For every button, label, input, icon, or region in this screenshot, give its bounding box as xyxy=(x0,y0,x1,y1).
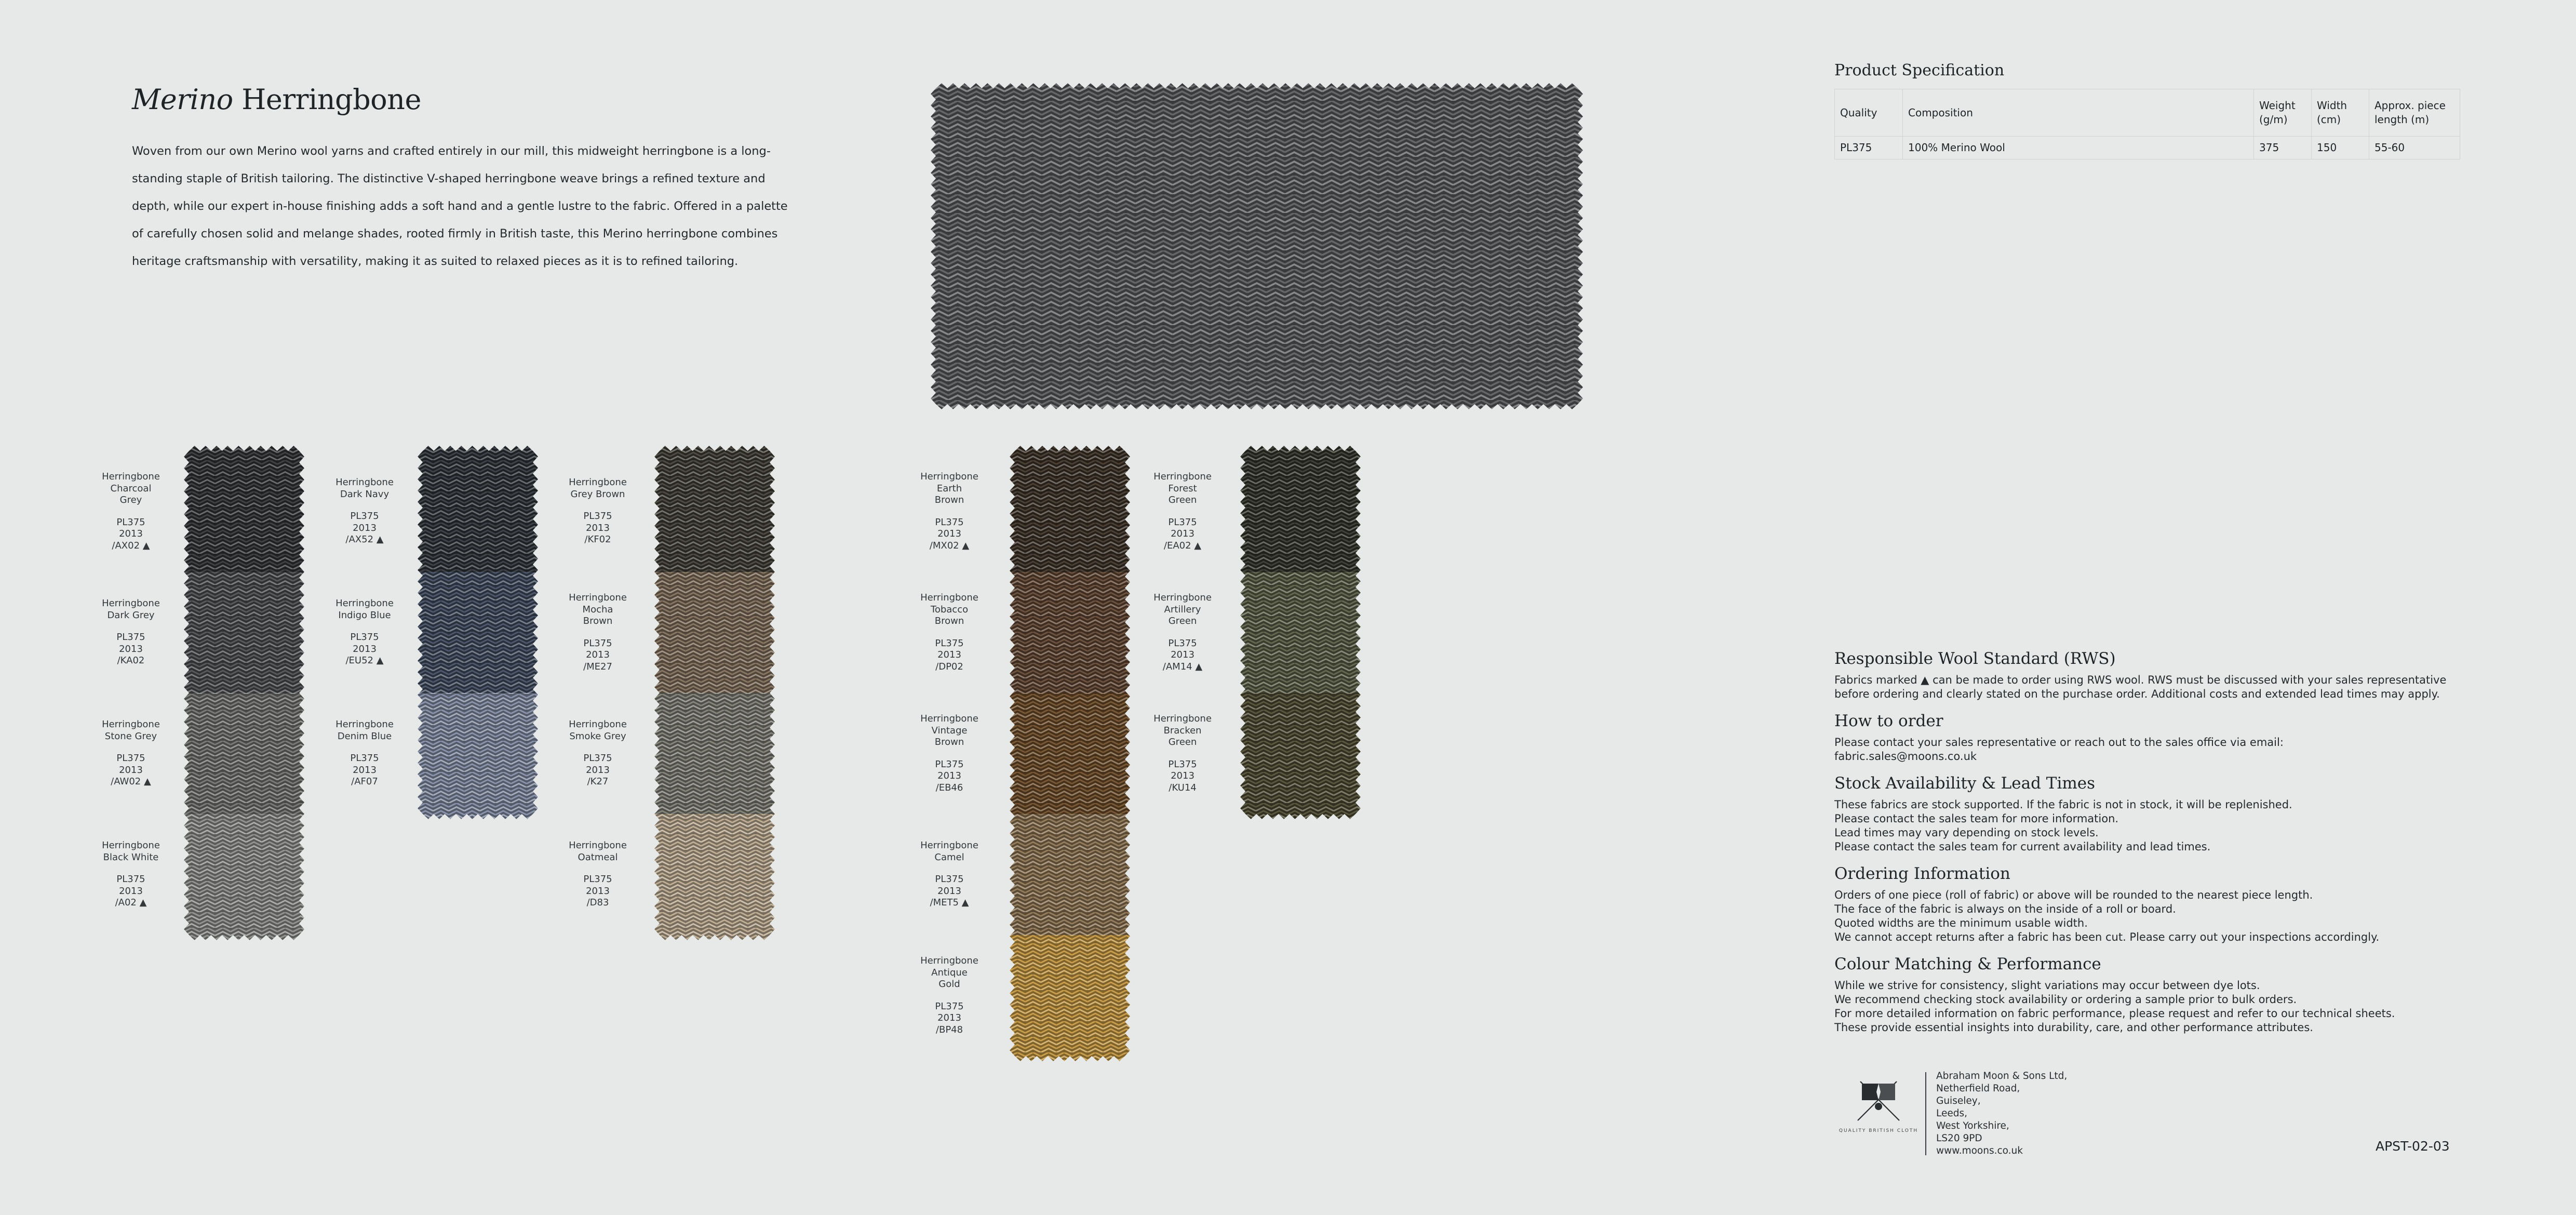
swatch-name3: Green xyxy=(1168,737,1197,747)
swatch-name1: Herringbone xyxy=(920,713,978,724)
swatch-year: 2013 xyxy=(937,649,961,660)
swatch-name2: Dark Grey xyxy=(107,609,155,621)
swatch-name1: Herringbone xyxy=(102,471,160,482)
swatch-label xyxy=(910,840,988,909)
swatch-year: 2013 xyxy=(1171,528,1195,539)
swatch-code: /AX02 ▲ xyxy=(112,540,150,551)
swatch-label xyxy=(910,592,988,673)
swatch-strip xyxy=(418,445,538,820)
order-line: Please contact your sales representative or reach out to the sales office via email: xyxy=(1834,736,2284,749)
stock-heading: Stock Availability & Lead Times xyxy=(1834,774,2096,793)
address-line: Abraham Moon & Sons Ltd, xyxy=(1936,1071,2068,1082)
swatch-label xyxy=(559,840,637,909)
swatch-name2: Earth xyxy=(936,483,962,494)
swatch-name2: Bracken xyxy=(1163,725,1202,736)
swatch-code: /AW02 ▲ xyxy=(111,776,151,787)
swatch-year: 2013 xyxy=(586,649,610,660)
swatch-code: /AM14 ▲ xyxy=(1162,661,1203,672)
swatch-strip-image xyxy=(184,445,304,941)
page-reference: APST-02-03 xyxy=(2376,1139,2450,1154)
swatch-year: 2013 xyxy=(586,522,610,533)
swatch-year: 2013 xyxy=(119,528,143,539)
title-italic: Merino xyxy=(132,83,233,116)
swatch-quality: PL375 xyxy=(583,753,612,764)
footer-divider xyxy=(1925,1072,1926,1155)
spec-data-row xyxy=(1835,137,2460,159)
swatch-label xyxy=(326,719,404,788)
sales-email-link[interactable]: fabric.sales@moons.co.uk xyxy=(1834,750,1977,763)
swatch-year: 2013 xyxy=(586,764,610,776)
swatch-strip-image xyxy=(1010,445,1130,1062)
swatch-year: 2013 xyxy=(586,885,610,897)
fabric-swatch xyxy=(1240,693,1361,820)
spec-header-width: Width (cm) xyxy=(2312,89,2369,137)
spec-weight: 375 xyxy=(2254,137,2312,159)
swatch-name1: Herringbone xyxy=(102,840,160,851)
swatch-strip-image xyxy=(1240,445,1361,820)
swatch-name2: Antique xyxy=(931,967,968,978)
swatch-name3: Grey xyxy=(119,495,142,505)
swatch-label xyxy=(92,471,170,552)
swatch-quality: PL375 xyxy=(116,753,145,764)
swatch-year: 2013 xyxy=(353,522,377,533)
swatch-strip xyxy=(1240,445,1361,820)
colour-line: While we strive for consistency, slight variations may occur between dye lots. xyxy=(1834,979,2260,992)
hero-fabric-image xyxy=(930,82,1584,410)
stock-line: Please contact the sales team for current availability and lead times. xyxy=(1834,840,2211,853)
swatch-label xyxy=(92,719,170,788)
swatch-name1: Herringbone xyxy=(920,840,978,851)
swatch-name1: Herringbone xyxy=(920,955,978,966)
swatch-quality: PL375 xyxy=(116,516,145,528)
fabric-swatch xyxy=(1240,572,1361,693)
spec-composition: 100% Merino Wool xyxy=(1903,137,2254,159)
swatch-year: 2013 xyxy=(119,764,143,776)
swatch-quality: PL375 xyxy=(116,632,145,643)
fabric-swatch xyxy=(184,814,304,941)
swatch-label xyxy=(1144,713,1222,794)
swatch-label xyxy=(1144,592,1222,673)
swatch-strip xyxy=(184,445,304,941)
company-address xyxy=(1936,1070,2067,1157)
info-sections xyxy=(1834,649,2463,1045)
ordering-line: The face of the fabric is always on the inside of a roll or board. xyxy=(1834,903,2176,915)
swatch-code: /MX02 ▲ xyxy=(929,540,970,551)
fabric-swatch xyxy=(418,572,538,693)
swatch-name1: Herringbone xyxy=(1153,592,1212,603)
swatch-name3: Brown xyxy=(934,616,964,626)
fabric-swatch xyxy=(184,445,304,572)
page-title xyxy=(132,83,802,116)
order-body xyxy=(1834,736,2463,764)
swatch-name1: Herringbone xyxy=(569,477,627,488)
swatch-code: /KA02 xyxy=(117,655,145,666)
hero-fabric-swatch xyxy=(930,82,1584,410)
intro-paragraph: Woven from our own Merino wool yarns and crafted entirely in our mill, this midweight herringbone is a long-standing staple of British tailoring. The distinctive V-shaped herringbone weave brings a refined texture and depth, while our expert in-house finishing adds a soft hand and a gentle lustre to the fabric. Offered in a palette of carefully chosen solid and melange shades, rooted firmly in British taste, this Merino herringbone combines heritage craftsmanship with versatility, making it as suited to relaxed pieces as it is to refined tailoring. xyxy=(132,144,788,268)
website-link[interactable]: www.moons.co.uk xyxy=(1936,1145,2023,1156)
swatch-code: /EU52 ▲ xyxy=(345,655,384,666)
swatch-code: /KU14 xyxy=(1169,782,1197,793)
swatch-name3: Brown xyxy=(934,737,964,747)
swatch-label xyxy=(559,592,637,673)
title-rest: Herringbone xyxy=(233,83,421,116)
swatch-code: /DP02 xyxy=(935,661,963,672)
colour-line: These provide essential insights into durability, care, and other performance attributes. xyxy=(1834,1021,2313,1034)
swatch-code: /AX52 ▲ xyxy=(345,534,384,545)
spec-width: 150 xyxy=(2312,137,2369,159)
swatch-name1: Herringbone xyxy=(336,598,394,609)
colour-body xyxy=(1834,979,2463,1035)
fabric-swatch xyxy=(654,814,775,941)
fabric-swatch xyxy=(1010,814,1130,935)
swatch-name1: Herringbone xyxy=(102,598,160,609)
colour-line: We recommend checking stock availability or ordering a sample prior to bulk orders. xyxy=(1834,993,2297,1006)
ordering-heading: Ordering Information xyxy=(1834,864,2010,883)
swatch-code: /A02 ▲ xyxy=(115,897,147,909)
swatch-year: 2013 xyxy=(937,1012,961,1023)
moons-logo xyxy=(1834,1076,1923,1133)
crossed-flags-icon xyxy=(1847,1076,1910,1123)
swatch-name1: Herringbone xyxy=(569,592,627,603)
swatch-year: 2013 xyxy=(119,643,143,655)
swatch-name2: Tobacco xyxy=(930,604,969,615)
swatch-name2: Grey Brown xyxy=(570,488,625,500)
swatch-label xyxy=(910,713,988,794)
fabric-swatch xyxy=(184,572,304,693)
swatch-quality: PL375 xyxy=(935,637,964,649)
swatch-name1: Herringbone xyxy=(920,592,978,603)
fabric-swatch xyxy=(1010,693,1130,814)
swatch-name2: Stone Grey xyxy=(104,730,157,742)
swatch-code: /ME27 xyxy=(583,661,612,672)
fabric-swatch xyxy=(1240,445,1361,572)
swatch-year: 2013 xyxy=(937,770,961,781)
fabric-swatch xyxy=(654,445,775,572)
swatch-label xyxy=(910,471,988,552)
rws-line: Fabrics marked ▲ can be made to order using RWS wool. RWS must be discussed with your sales representative before ordering and clearly stated on the purchase order. Additional costs and extended lead times may apply. xyxy=(1834,674,2447,700)
swatch-label xyxy=(326,477,404,546)
spec-table xyxy=(1834,89,2460,159)
swatch-code: /EB46 xyxy=(935,782,963,793)
address-line: West Yorkshire, xyxy=(1936,1120,2009,1131)
swatch-strip xyxy=(654,445,775,941)
ordering-body xyxy=(1834,888,2463,944)
stock-line: Please contact the sales team for more information. xyxy=(1834,812,2119,825)
swatch-quality: PL375 xyxy=(935,1000,964,1012)
swatch-name3: Brown xyxy=(583,616,613,626)
swatch-name2: Forest xyxy=(1168,483,1197,494)
swatch-name1: Herringbone xyxy=(1153,471,1212,482)
swatch-strip-image xyxy=(418,445,538,820)
swatch-strip-image xyxy=(654,445,775,941)
swatch-code: /BP48 xyxy=(935,1024,963,1035)
swatch-code: /EA02 ▲ xyxy=(1163,540,1202,551)
swatch-name1: Herringbone xyxy=(920,471,978,482)
swatch-label xyxy=(559,719,637,788)
colour-heading: Colour Matching & Performance xyxy=(1834,955,2101,973)
order-heading: How to order xyxy=(1834,712,1943,730)
swatch-name3: Gold xyxy=(938,979,960,990)
swatch-quality: PL375 xyxy=(583,874,612,885)
fabric-swatch xyxy=(418,693,538,820)
swatch-year: 2013 xyxy=(119,885,143,897)
swatch-name2: Vintage xyxy=(931,725,968,736)
address-line: Guiseley, xyxy=(1936,1096,1981,1106)
swatch-label xyxy=(559,477,637,546)
swatch-label xyxy=(910,955,988,1036)
swatch-name3: Green xyxy=(1168,495,1197,505)
ordering-line: We cannot accept returns after a fabric has been cut. Please carry out your inspections accordingly. xyxy=(1834,931,2380,943)
swatch-quality: PL375 xyxy=(583,511,612,522)
swatch-code: /MET5 ▲ xyxy=(930,897,969,909)
swatch-name2: Smoke Grey xyxy=(569,730,626,742)
swatch-name2: Mocha xyxy=(582,604,613,615)
rws-body xyxy=(1834,673,2463,701)
address-line: Leeds, xyxy=(1936,1108,1968,1119)
swatch-quality: PL375 xyxy=(1168,637,1197,649)
swatch-label xyxy=(1144,471,1222,552)
swatch-quality: PL375 xyxy=(935,758,964,770)
swatch-year: 2013 xyxy=(1171,770,1195,781)
fabric-swatch xyxy=(654,572,775,693)
swatch-label xyxy=(326,598,404,667)
swatch-name1: Herringbone xyxy=(102,719,160,730)
swatch-code: /AF07 xyxy=(351,776,378,787)
swatch-quality: PL375 xyxy=(116,874,145,885)
swatch-name3: Green xyxy=(1168,616,1197,626)
swatch-name1: Herringbone xyxy=(569,719,627,730)
fabric-swatch xyxy=(418,445,538,572)
spec-header-weight: Weight (g/m) xyxy=(2254,89,2312,137)
swatch-name2: Charcoal xyxy=(110,483,152,494)
swatch-name2: Indigo Blue xyxy=(338,609,391,621)
intro-section xyxy=(132,83,802,275)
swatch-name2: Dark Navy xyxy=(340,488,390,500)
swatch-name1: Herringbone xyxy=(336,719,394,730)
swatch-year: 2013 xyxy=(1171,649,1195,660)
swatch-code: /KF02 xyxy=(584,534,611,545)
hero-fabric-swatch-shape xyxy=(931,83,1583,409)
swatch-year: 2013 xyxy=(937,528,961,539)
fabric-swatch xyxy=(1010,572,1130,693)
colour-line: For more detailed information on fabric performance, please request and refer to our technical sheets. xyxy=(1834,1007,2395,1020)
stock-line: Lead times may vary depending on stock levels. xyxy=(1834,826,2099,839)
swatch-label xyxy=(92,840,170,909)
swatch-name1: Herringbone xyxy=(1153,713,1212,724)
swatch-quality: PL375 xyxy=(350,511,379,522)
spec-title: Product Specification xyxy=(1834,61,2005,79)
swatch-year: 2013 xyxy=(353,643,377,655)
swatch-name2: Camel xyxy=(934,851,964,863)
swatch-quality: PL375 xyxy=(583,637,612,649)
swatch-strip xyxy=(1010,445,1130,1062)
swatch-name2: Denim Blue xyxy=(337,730,392,742)
address-line: LS20 9PD xyxy=(1936,1133,1982,1144)
swatch-code: /D83 xyxy=(586,897,609,909)
swatch-quality: PL375 xyxy=(1168,516,1197,528)
spec-length: 55-60 xyxy=(2369,137,2460,159)
fabric-swatch xyxy=(1010,445,1130,572)
swatch-quality: PL375 xyxy=(935,516,964,528)
swatch-label xyxy=(92,598,170,667)
swatch-quality: PL375 xyxy=(350,632,379,643)
swatch-name2: Black White xyxy=(103,851,159,863)
swatch-name1: Herringbone xyxy=(336,477,394,488)
ordering-line: Orders of one piece (roll of fabric) or above will be rounded to the nearest piece length. xyxy=(1834,889,2313,901)
swatch-code: /K27 xyxy=(587,776,609,787)
swatch-year: 2013 xyxy=(353,764,377,776)
address-line: Netherfield Road, xyxy=(1936,1083,2020,1094)
spec-header-length: Approx. piece length (m) xyxy=(2369,89,2460,137)
swatch-year: 2013 xyxy=(937,885,961,897)
spec-header-composition: Composition xyxy=(1903,89,2254,137)
swatch-quality: PL375 xyxy=(350,753,379,764)
spec-header-row xyxy=(1835,89,2460,137)
swatch-quality: PL375 xyxy=(1168,758,1197,770)
fabric-swatch xyxy=(1010,935,1130,1062)
spec-header-quality: Quality xyxy=(1835,89,1903,137)
stock-body xyxy=(1834,798,2463,854)
fabric-swatch xyxy=(184,693,304,814)
ordering-line: Quoted widths are the minimum usable width. xyxy=(1834,917,2088,929)
spec-quality: PL375 xyxy=(1835,137,1903,159)
swatch-name2: Oatmeal xyxy=(578,851,618,863)
swatch-name3: Brown xyxy=(934,495,964,505)
stock-line: These fabrics are stock supported. If the fabric is not in stock, it will be replenished. xyxy=(1834,798,2292,811)
swatch-name1: Herringbone xyxy=(569,840,627,851)
swatch-quality: PL375 xyxy=(935,874,964,885)
product-specification xyxy=(1834,61,2460,159)
rws-heading: Responsible Wool Standard (RWS) xyxy=(1834,649,2116,668)
brand-tagline: QUALITY BRITISH CLOTH xyxy=(1839,1128,1918,1133)
fabric-swatch xyxy=(654,693,775,814)
swatch-name2: Artillery xyxy=(1164,604,1201,615)
